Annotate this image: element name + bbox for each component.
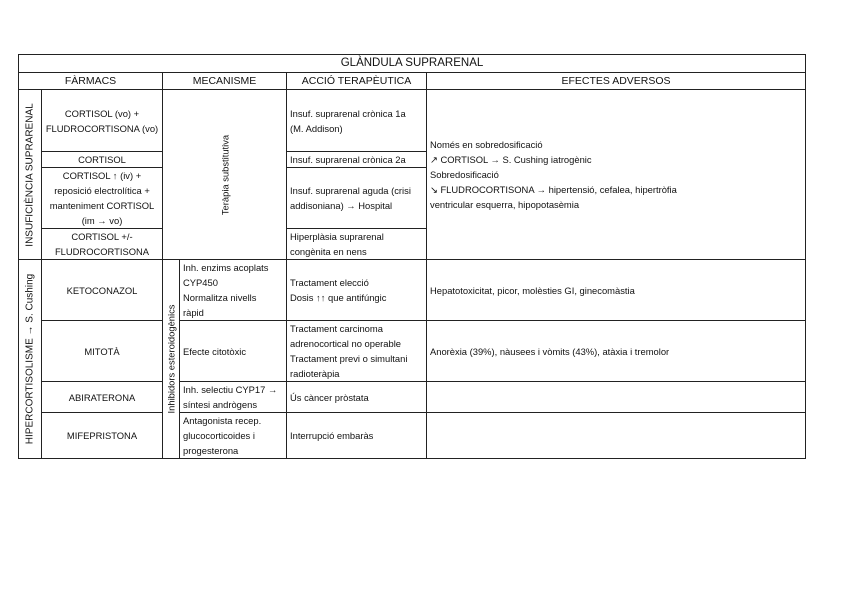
group-label-hipercortisolisme (19, 260, 42, 459)
adverse-cell (427, 413, 806, 459)
suprarenal-table (18, 54, 806, 459)
drug-cell: CORTISOL (42, 152, 163, 168)
table-row (19, 90, 806, 152)
action-cell: Insuf. suprarenal crònica 1a (M. Addison) (287, 90, 427, 152)
table-row (19, 382, 806, 413)
mechanism-text: Teràpia substitutiva (219, 134, 230, 215)
adverse-cell (427, 382, 806, 413)
action-cell: Hiperplàsia suprarenal congènita en nens (287, 229, 427, 260)
adverse-insuficiencia: Només en sobredosificació ↗ CORTISOL → S. Cushing iatrogènic Sobredosificació ↘ FLUDROCORTISONA → hipertensió, cefalea, hipertròfia ventricular esquerra, hipopotasèmia (427, 90, 806, 260)
mechanism-cell: Inh. enzims acoplats CYP450 Normalitza nivells ràpid (180, 260, 287, 321)
mechanism-cell: Inh. selectiu CYP17 → síntesi andrògens (180, 382, 287, 413)
drug-cell: MITOTÀ (42, 321, 163, 382)
adverse-cell: Hepatotoxicitat, picor, molèsties GI, ginecomàstia (427, 260, 806, 321)
mechanism-substitutiva (163, 90, 287, 260)
mechanism-cell: Efecte citotòxic (180, 321, 287, 382)
header-accio: ACCIÓ TERAPÈUTICA (287, 73, 427, 90)
adverse-cell: Anorèxia (39%), nàusees i vòmits (43%), atàxia i tremolor (427, 321, 806, 382)
header-farmacs: FÀRMACS (19, 73, 163, 90)
action-cell: Tractament elecció Dosis ↑↑ que antifúngic (287, 260, 427, 321)
action-cell: Tractament carcinoma adrenocortical no operable Tractament previ o simultani radioteràpia (287, 321, 427, 382)
group-label-insuficiencia (19, 90, 42, 260)
action-cell: Insuf. suprarenal aguda (crisi addisoniana) → Hospital (287, 168, 427, 229)
drug-cell: CORTISOL (vo) + FLUDROCORTISONA (vo) (42, 90, 163, 152)
header-efectes: EFECTES ADVERSOS (427, 73, 806, 90)
table-title: GLÀNDULA SUPRARENAL (19, 55, 806, 73)
subgroup-label-text: Inhibidors esteroidogènics (165, 304, 177, 414)
action-cell: Insuf. suprarenal crònica 2a (287, 152, 427, 168)
drug-cell: ABIRATERONA (42, 382, 163, 413)
drug-cell: CORTISOL +/- FLUDROCORTISONA (42, 229, 163, 260)
header-mecanisme: MECANISME (163, 73, 287, 90)
group-label-text: HIPERCORTISOLISME → S. Cushing (24, 273, 36, 445)
drug-cell: KETOCONAZOL (42, 260, 163, 321)
subgroup-label-inhibidors (163, 260, 180, 459)
drug-cell: MIFEPRISTONA (42, 413, 163, 459)
table-row (19, 413, 806, 459)
drug-cell: CORTISOL ↑ (iv) + reposició electrolítica + manteniment CORTISOL (im → vo) (42, 168, 163, 229)
mechanism-cell: Antagonista recep. glucocorticoides i progesterona (180, 413, 287, 459)
action-cell: Interrupció embaràs (287, 413, 427, 459)
header-row (19, 73, 806, 90)
table-row (19, 260, 806, 321)
table-row (19, 321, 806, 382)
group-label-text: INSUFICIÈNCIA SUPRARENAL (24, 102, 36, 247)
action-cell: Ús càncer pròstata (287, 382, 427, 413)
